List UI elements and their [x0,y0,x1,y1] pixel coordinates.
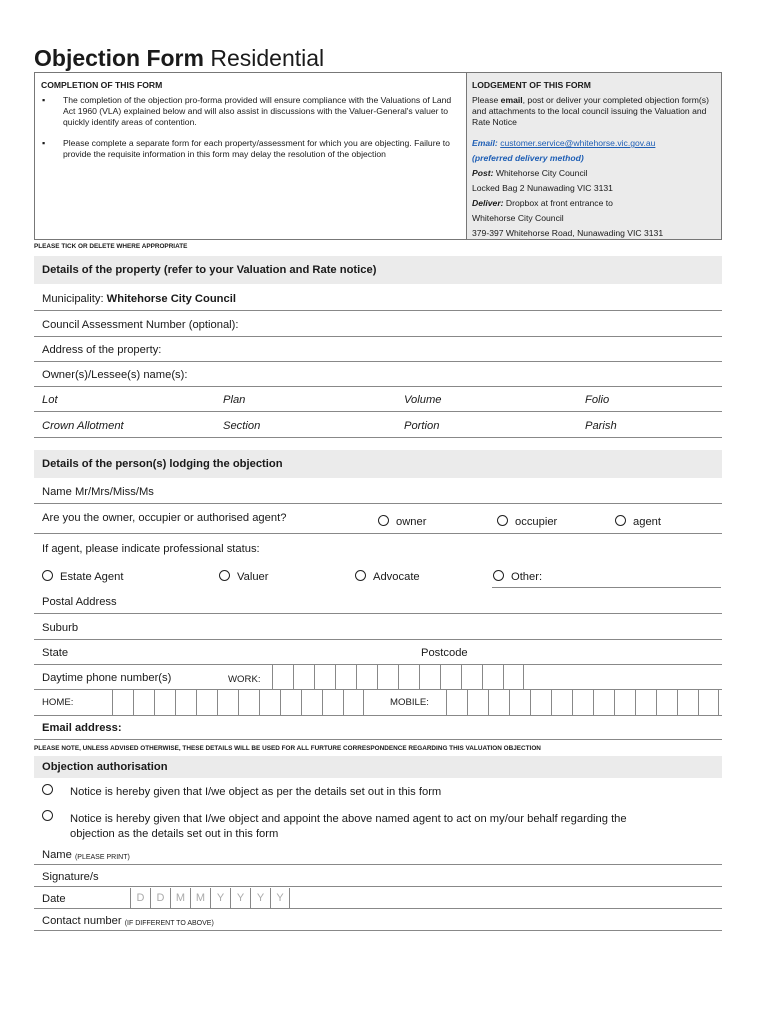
lot-plan-row[interactable] [34,387,722,412]
instructions-box [34,72,722,240]
municipality-row[interactable] [34,284,722,311]
crown-section-row[interactable] [34,412,722,438]
completion-panel [35,73,467,239]
property-address-label: Address of the property: [42,344,162,356]
completion-header: COMPLETION OF THIS FORM [41,80,163,90]
radio-icon [42,784,53,795]
radio-icon [493,570,504,581]
lodgement-intro-post: , post or deliver your completed objection form(s) and attachments to the local council issuing the Valuation and Rate Notice [472,95,709,127]
person-section-header: Details of the person(s) lodging the objection [34,450,722,478]
date-cells[interactable] [130,888,290,908]
state-postcode-row[interactable] [34,640,722,665]
name-label: Name Mr/Mrs/Miss/Ms [42,486,154,498]
mobile-label: MOBILE: [390,697,429,708]
parish-label: Parish [585,420,617,432]
deliver-line-2: Whitehorse City Council [472,213,564,223]
other-option[interactable] [493,570,542,583]
radio-icon [42,810,53,821]
authorisation-option-1-text: Notice is hereby given that I/we object as per the details set out in this form [70,786,442,798]
radio-icon [615,515,626,526]
lodgement-intro [472,95,715,128]
mobile-phone-cells[interactable] [446,690,719,716]
form-title-light: Residential [210,45,325,71]
agent-option[interactable] [615,515,661,528]
phone-label: Daytime phone number(s) [42,672,172,684]
state-label: State [42,647,69,659]
post-address-2: Locked Bag 2 Nunawading VIC 3131 [472,183,613,193]
post-label: Post: [472,168,494,178]
authorisation-header: Objection authorisation [34,756,722,778]
home-label: HOME: [42,697,74,708]
radio-icon [355,570,366,581]
email-line [472,136,715,151]
contact-label: Contact number [42,915,122,927]
print-name-field[interactable] [34,843,722,865]
print-name-label: Name [42,849,72,861]
section-label: Section [223,420,261,432]
municipality-value: Whitehorse City Council [106,293,236,305]
date-cell[interactable]: D [130,888,150,908]
lodgement-panel [467,73,721,239]
estate-agent-option[interactable] [42,570,123,583]
advocate-label: Advocate [373,571,420,583]
radio-icon [42,570,53,581]
crown-allotment-label: Crown Allotment [42,420,124,432]
email-address-field[interactable] [34,716,722,740]
portion-label: Portion [404,420,440,432]
contact-note: (IF DIFFERENT TO ABOVE) [124,920,214,927]
date-cell[interactable]: Y [230,888,250,908]
plan-label: Plan [223,394,246,406]
municipality-label: Municipality: [42,293,104,305]
post-address-1: Whitehorse City Council [495,168,588,178]
bullet-icon: ▪ [42,138,46,148]
property-address-field[interactable] [34,337,722,362]
date-cell[interactable]: M [190,888,210,908]
lodgement-intro-bold: email [500,95,523,105]
bullet-icon: ▪ [42,95,46,105]
work-phone-cells[interactable] [272,665,524,689]
radio-icon [378,515,389,526]
email-label: Email: [472,138,498,148]
name-field[interactable] [34,478,722,504]
completion-bullet-text: Please complete a separate form for each property/assessment for which you are objecting. Failure to provide the requisite information in this form may delay the resolution of the objection [63,138,450,159]
occupier-option[interactable] [497,515,557,528]
authorisation-option-2-line-1: Notice is hereby given that I/we object and appoint the above named agent to act on my/our behalf regarding the [70,813,627,825]
lot-label: Lot [42,394,58,406]
authorisation-option-2-text [70,812,627,842]
date-cell[interactable]: M [170,888,190,908]
assessment-label: Council Assessment Number (optional): [42,319,239,331]
occupier-option-label: occupier [515,516,558,528]
owner-option[interactable] [378,515,426,528]
assessment-number-field[interactable] [34,311,722,337]
authorisation-option-2-line-2: objection as the details set out in this form [70,828,279,840]
completion-bullet [41,138,460,160]
radio-icon [497,515,508,526]
contact-number-field[interactable] [34,909,722,931]
agent-status-label: If agent, please indicate professional status: [42,543,260,555]
home-phone-cells[interactable] [112,690,364,716]
date-cell[interactable]: Y [270,888,290,908]
deliver-line [472,196,715,211]
owner-option-label: owner [396,516,427,528]
deliver-line-1: Dropbox at front entrance to [505,198,613,208]
signature-label: Signature/s [42,871,99,883]
lodgement-intro-pre: Please [472,95,501,105]
completion-bullet-text: The completion of the objection pro-forma provided will ensure compliance with the Valuations of Land Act 1960 (VLA) explained below and will also assist in discussions with the Valuer-General's valuer to quickly identify areas of contention. [63,95,452,127]
estate-agent-label: Estate Agent [60,571,124,583]
date-cell[interactable]: D [150,888,170,908]
property-section-header: Details of the property (refer to your Valuation and Rate notice) [34,256,722,284]
folio-label: Folio [585,394,610,406]
volume-label: Volume [404,394,442,406]
lodgement-header: LODGEMENT OF THIS FORM [472,80,591,90]
agent-status-row [34,534,722,560]
role-question: Are you the owner, occupier or authorised agent? [42,512,287,524]
deliver-line-3: 379-397 Whitehorse Road, Nunawading VIC 3131 [472,228,664,238]
postal-address-label: Postal Address [42,596,117,608]
postcode-label: Postcode [421,647,468,659]
form-title-bold: Objection Form [34,45,204,71]
post-line [472,166,715,181]
date-cell[interactable]: Y [250,888,270,908]
correspondence-note: PLEASE NOTE, UNLESS ADVISED OTHERWISE, THESE DETAILS WILL BE USED FOR ALL FURTURE CORRESPONDENCE REGARDING THIS VALUATION OBJECTION [34,745,541,752]
postal-address-field[interactable] [34,588,722,614]
owners-field[interactable] [34,362,722,387]
completion-bullet [41,95,460,128]
valuer-label: Valuer [237,571,269,583]
email-link[interactable]: customer.service@whitehorse.vic.gov.au [500,138,656,148]
tick-note: PLEASE TICK OR DELETE WHERE APPROPRIATE [34,243,188,250]
email-address-label: Email address: [42,722,122,734]
preferred-method: (preferred delivery method) [472,153,584,163]
radio-icon [219,570,230,581]
authorisation-option-1[interactable] [42,784,60,798]
agent-option-label: agent [633,516,661,528]
authorisation-option-2[interactable] [42,810,60,824]
advocate-option[interactable] [355,570,420,583]
role-row [34,504,722,534]
date-row [34,887,722,909]
suburb-field[interactable] [34,614,722,640]
deliver-label: Deliver: [472,198,504,208]
other-label: Other: [511,571,543,583]
form-title [34,44,324,72]
work-label: WORK: [228,674,261,685]
valuer-option[interactable] [219,570,269,583]
status-options-row [34,560,722,588]
signature-field[interactable] [34,865,722,887]
owners-label: Owner(s)/Lessee(s) name(s): [42,369,188,381]
date-label: Date [42,893,66,905]
date-cell[interactable]: Y [210,888,230,908]
suburb-label: Suburb [42,622,79,634]
print-name-note: (PLEASE PRINT) [74,854,130,861]
